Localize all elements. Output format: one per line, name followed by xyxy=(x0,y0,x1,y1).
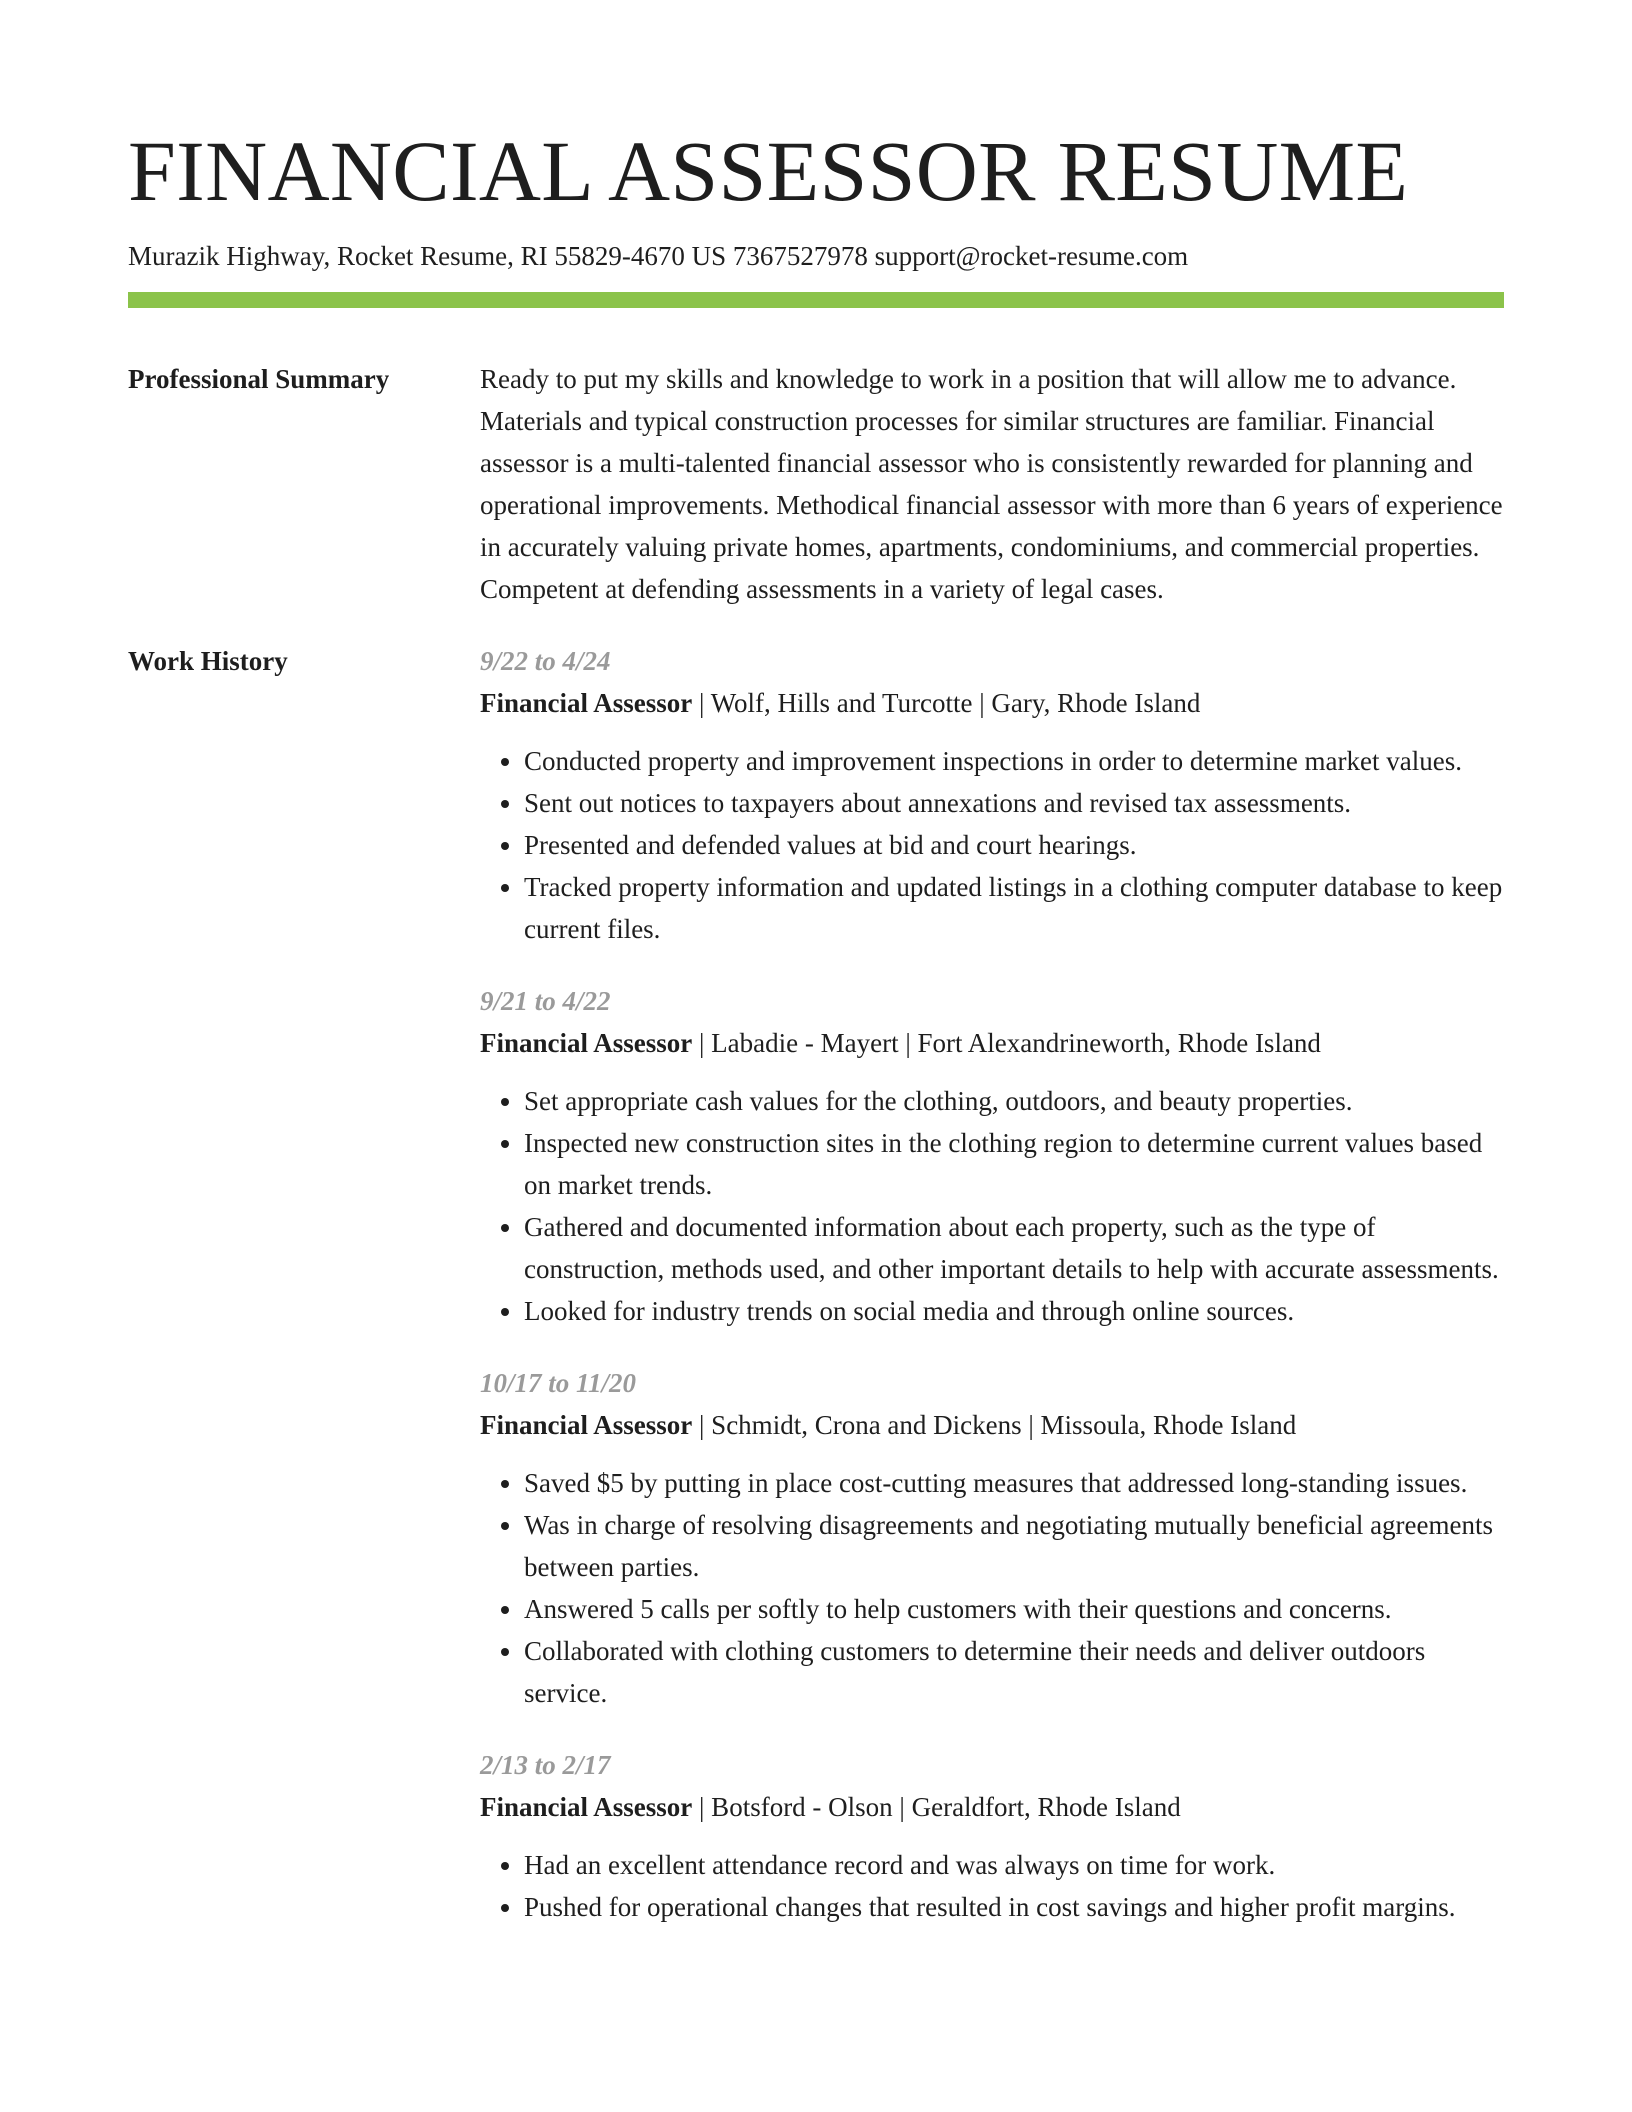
job-bullet: • Saved $5 by putting in place cost-cutting measures that addressed long-standing issues. xyxy=(524,1462,1504,1504)
job-details: | Wolf, Hills and Turcotte | Gary, Rhode Island xyxy=(692,688,1201,718)
resume-title: FINANCIAL ASSESSOR RESUME xyxy=(128,123,1409,219)
contact-line: Murazik Highway, Rocket Resume, RI 55829-4670 US 7367527978 support@rocket-resume.com xyxy=(128,241,1189,271)
job-entry xyxy=(480,1362,1504,1714)
work-history-body xyxy=(480,640,1504,1928)
job-dates: 2/13 to 2/17 xyxy=(480,1750,611,1780)
job-dates: 10/17 to 11/20 xyxy=(480,1368,637,1398)
job-bullet: • Sent out notices to taxpayers about annexations and revised tax assessments. xyxy=(524,782,1504,824)
job-bullet: • Looked for industry trends on social media and through online sources. xyxy=(524,1290,1504,1332)
job-bullets xyxy=(480,1844,1504,1928)
summary-text: Ready to put my skills and knowledge to work in a position that will allow me to advance. Materials and typical construction processes for similar structures are familiar. Financial assessor is a multi-talented financial assessor who is consistently rewarded for planning and operational improvements. Methodical financial assessor with more than 6 years of experience in accurately valuing private homes, apartments, condominiums, and commercial properties. Competent at defending assessments in a variety of legal cases. xyxy=(480,364,1503,604)
job-bullet: • Set appropriate cash values for the clothing, outdoors, and beauty properties. xyxy=(524,1080,1504,1122)
job-bullet: • Was in charge of resolving disagreements and negotiating mutually beneficial agreements between parties. xyxy=(524,1504,1504,1588)
job-title: Financial Assessor xyxy=(480,1028,693,1058)
header-divider xyxy=(128,292,1504,308)
summary-body xyxy=(480,358,1504,610)
summary-section xyxy=(128,358,1504,610)
summary-heading: Professional Summary xyxy=(128,364,390,394)
job-heading xyxy=(480,1022,1504,1064)
job-entry xyxy=(480,640,1504,950)
job-entry xyxy=(480,980,1504,1332)
job-bullets xyxy=(480,1080,1504,1332)
work-history-section xyxy=(128,640,1504,1928)
job-bullets xyxy=(480,740,1504,950)
job-heading xyxy=(480,1404,1504,1446)
job-dates: 9/21 to 4/22 xyxy=(480,986,611,1016)
work-history-heading: Work History xyxy=(128,646,288,676)
job-entry xyxy=(480,1744,1504,1928)
job-details: | Botsford - Olson | Geraldfort, Rhode Island xyxy=(692,1792,1181,1822)
job-details: | Labadie - Mayert | Fort Alexandrineworth, Rhode Island xyxy=(692,1028,1321,1058)
job-bullet: • Gathered and documented information about each property, such as the type of construction, methods used, and other important details to help with accurate assessments. xyxy=(524,1206,1504,1290)
job-bullets xyxy=(480,1462,1504,1714)
job-heading xyxy=(480,682,1504,724)
job-bullet: • Conducted property and improvement inspections in order to determine market values. xyxy=(524,740,1504,782)
job-bullet: • Inspected new construction sites in the clothing region to determine current values based on market trends. xyxy=(524,1122,1504,1206)
job-bullet: • Had an excellent attendance record and was always on time for work. xyxy=(524,1844,1504,1886)
job-bullet: • Answered 5 calls per softly to help customers with their questions and concerns. xyxy=(524,1588,1504,1630)
job-bullet: • Tracked property information and updated listings in a clothing computer database to keep current files. xyxy=(524,866,1504,950)
job-bullet: • Presented and defended values at bid and court hearings. xyxy=(524,824,1504,866)
resume-page xyxy=(128,0,1504,1928)
job-details: | Schmidt, Crona and Dickens | Missoula, Rhode Island xyxy=(692,1410,1297,1440)
job-bullet: • Collaborated with clothing customers to determine their needs and deliver outdoors service. xyxy=(524,1630,1504,1714)
job-heading xyxy=(480,1786,1504,1828)
job-title: Financial Assessor xyxy=(480,1410,693,1440)
job-title: Financial Assessor xyxy=(480,688,693,718)
job-bullet: • Pushed for operational changes that resulted in cost savings and higher profit margins. xyxy=(524,1886,1504,1928)
job-title: Financial Assessor xyxy=(480,1792,693,1822)
job-dates: 9/22 to 4/24 xyxy=(480,646,611,676)
